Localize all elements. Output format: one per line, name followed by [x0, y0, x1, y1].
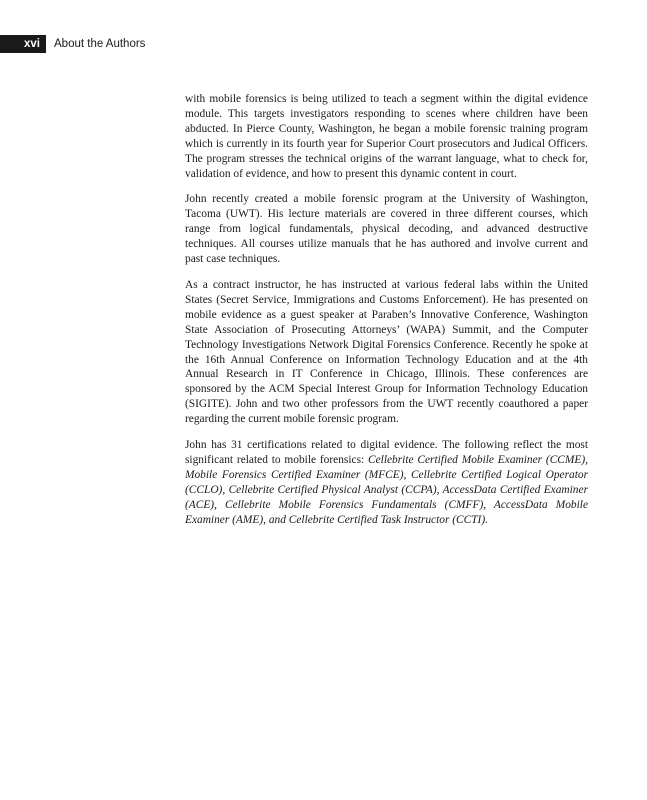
paragraph-contract-instructor: As a contract instructor, he has instructed at various federal labs within the United States (Secret Service, Immigrations and Customs Enforcement). He has presented on mobile evidence as a guest speaker at Paraben’s Innovative Conference, Washington State Association of Prosecuting Attorneys’ (WAPA) Summit, and the Computer Technology Investigations Network Digital Forensics Conference. Recently he spoke at the 16th Annual Conference on Information Technology Education and at the 4th Annual Research in IT Conference in Chicago, Illinois. These conferences are sponsored by the ACM Special Interest Group for Information Technology Education (SIGITE). John and two other professors from the UWT recently coauthored a paper regarding the current mobile forensic program. — [185, 278, 588, 426]
paragraph-teaching: with mobile forensics is being utilized to teach a segment within the digital evidence module. This targets investigators responding to scenes where children have been abducted. In Pierce County, Washington, he began a mobile forensic training program which is currently in its fourth year for Superior Court prosecutors and Judical Officers. The program stresses the technical origins of the warrant language, what to check for, validation of evidence, and how to present this dynamic content in court. — [185, 93, 588, 180]
paragraph-certifications — [185, 438, 588, 527]
body-text — [185, 92, 588, 527]
paragraph-uwt-program: John recently created a mobile forensic program at the University of Washington, Tacoma (UWT). His lecture materials are covered in three different courses, which range from logical fundamentals, physical decoding, and advanced destructive techniques. All courses utilize manuals that he has authored and involve current and past case techniques. — [185, 193, 588, 266]
certifications-list: Cellebrite Certified Mobile Examiner (CCME), Mobile Forensics Certified Examiner (MFCE), Cellebrite Certified Logical Operator (CCLO), Cellebrite Certified Physical Analyst (CCPA), AccessData Certified Examiner (ACE), Cellebrite Mobile Forensics Fundamentals (CMFF), AccessData Mobile Examiner (AME), and Cellebrite Certified Task Instructor (CCTI). — [185, 453, 588, 526]
certifications-lead: John has 31 certifications related to digital evidence. The following reflect the most significant related to mobile forensics: — [185, 439, 588, 466]
page-number: xvi — [0, 35, 46, 53]
page-header — [0, 35, 145, 53]
running-head: About the Authors — [54, 38, 146, 50]
